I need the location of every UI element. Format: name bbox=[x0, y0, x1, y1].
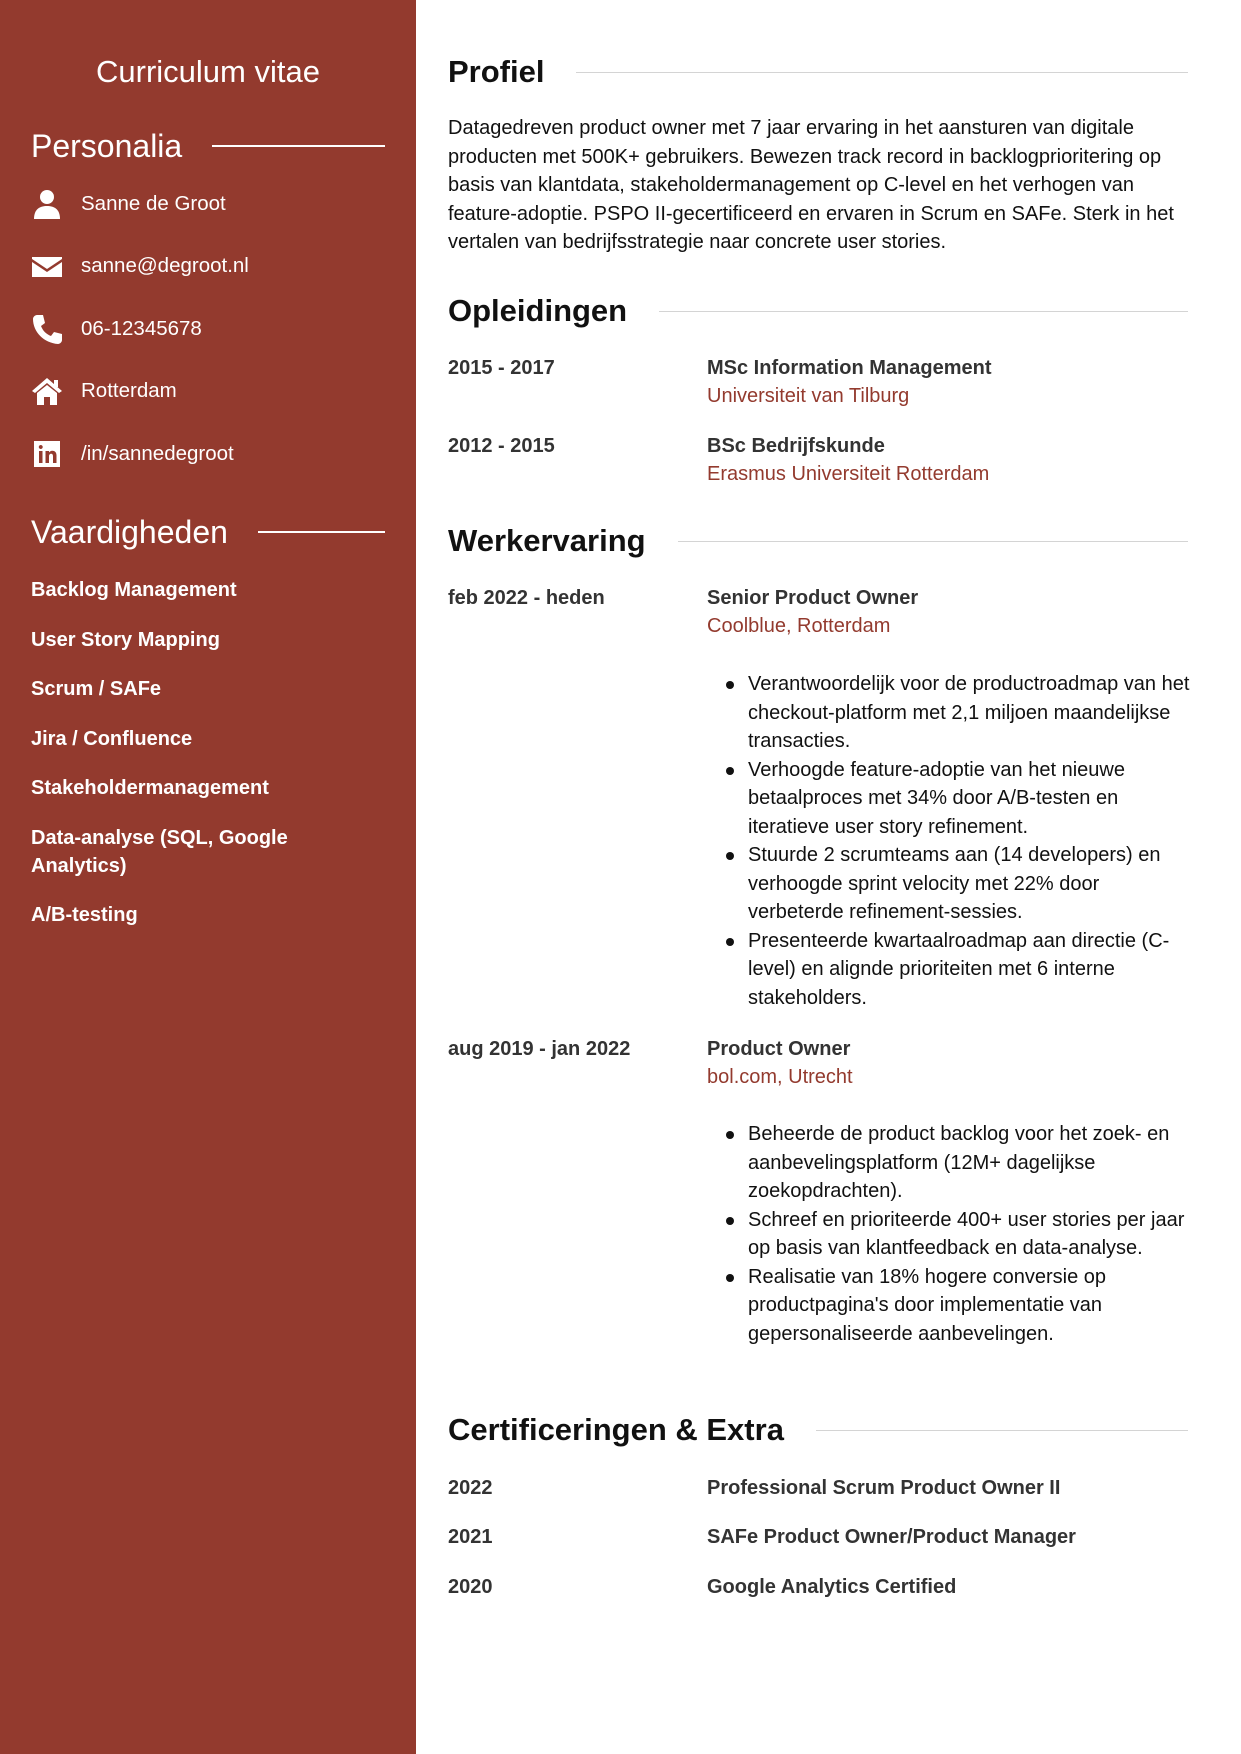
contact-location-text: Rotterdam bbox=[81, 379, 177, 402]
skill-item: Backlog Management bbox=[31, 579, 237, 601]
contact-name bbox=[31, 186, 226, 222]
certification-year: 2020 bbox=[448, 1576, 493, 1598]
job-role: Senior Product Owner bbox=[707, 587, 919, 609]
skills-heading-label: Vaardigheden bbox=[31, 513, 228, 550]
certification-name: Google Analytics Certified bbox=[707, 1576, 957, 1598]
skill-item: Data-analyse (SQL, Google Analytics) bbox=[31, 827, 288, 877]
certification-name: Professional Scrum Product Owner II bbox=[707, 1477, 1061, 1499]
job-bullet: Realisatie van 18% hogere conversie op productpagina's door implementatie van gepersonaliseerde aanbevelingen. bbox=[748, 1263, 1194, 1349]
profile-heading-label: Profiel bbox=[448, 54, 545, 89]
experience-heading bbox=[448, 521, 1188, 561]
skill-item: A/B-testing bbox=[31, 904, 138, 926]
contact-location bbox=[31, 373, 177, 409]
job-bullets bbox=[748, 670, 1194, 1012]
skill-item: Scrum / SAFe bbox=[31, 678, 162, 700]
contact-phone[interactable] bbox=[31, 311, 202, 347]
job-period: feb 2022 - heden bbox=[448, 587, 605, 609]
certifications-heading-label: Certificeringen & Extra bbox=[448, 1412, 784, 1447]
job-bullet: Stuurde 2 scrumteams aan (14 developers) en verhoogde sprint velocity met 22% door verbeterde refinement-sessies. bbox=[748, 841, 1194, 927]
certifications-divider bbox=[816, 1430, 1188, 1431]
skills-divider bbox=[258, 531, 385, 533]
education-school: Erasmus Universiteit Rotterdam bbox=[707, 463, 990, 485]
profile-divider bbox=[576, 72, 1188, 73]
education-degree: BSc Bedrijfskunde bbox=[707, 435, 885, 457]
education-period: 2012 - 2015 bbox=[448, 435, 555, 457]
certification-year: 2022 bbox=[448, 1477, 493, 1499]
job-bullet: Beheerde de product backlog voor het zoek- en aanbevelingsplatform (12M+ dagelijkse zoekopdrachten). bbox=[748, 1120, 1194, 1206]
sidebar bbox=[0, 0, 416, 1754]
contact-email-text[interactable]: sanne@degroot.nl bbox=[81, 254, 249, 277]
job-company: bol.com, Utrecht bbox=[707, 1066, 853, 1088]
phone-icon bbox=[31, 313, 63, 345]
certification-name: SAFe Product Owner/Product Manager bbox=[707, 1526, 1076, 1548]
education-heading bbox=[448, 291, 1188, 331]
job-bullets bbox=[748, 1120, 1194, 1348]
skill-item: Stakeholdermanagement bbox=[31, 777, 269, 799]
certifications-heading bbox=[448, 1410, 1188, 1450]
envelope-icon bbox=[31, 250, 63, 282]
job-bullet: Verhoogde feature-adoptie van het nieuwe betaalproces met 34% door A/B-testen en iteratieve user story refinement. bbox=[748, 756, 1194, 842]
contact-email[interactable] bbox=[31, 248, 249, 284]
experience-heading-label: Werkervaring bbox=[448, 523, 646, 558]
education-period: 2015 - 2017 bbox=[448, 357, 555, 379]
home-icon bbox=[31, 375, 63, 407]
personalia-heading-label: Personalia bbox=[31, 127, 183, 164]
education-divider bbox=[659, 311, 1188, 312]
skills-heading bbox=[31, 512, 385, 552]
linkedin-icon bbox=[31, 438, 63, 470]
certification-year: 2021 bbox=[448, 1526, 493, 1548]
profile-text: Datagedreven product owner met 7 jaar ervaring in het aansturen van digitale producten met 500K+ gebruikers. Bewezen track record in backlogprioritering op basis van klantdata, stakeholdermanagement op C-level en het verhogen van feature-adoptie. PSPO II-gecertificeerd en ervaren in Scrum en SAFe. Sterk in het vertalen van bedrijfsstrategie naar concrete user stories. bbox=[448, 117, 1174, 253]
contact-phone-text[interactable]: 06-12345678 bbox=[81, 317, 202, 340]
experience-divider bbox=[678, 541, 1188, 542]
job-company: Coolblue, Rotterdam bbox=[707, 615, 891, 637]
contact-name-text: Sanne de Groot bbox=[81, 192, 226, 215]
contact-linkedin-text[interactable]: /in/sannedegroot bbox=[81, 442, 234, 465]
profile-heading bbox=[448, 52, 1188, 92]
education-heading-label: Opleidingen bbox=[448, 293, 628, 328]
document-title: Curriculum vitae bbox=[96, 54, 320, 89]
education-degree: MSc Information Management bbox=[707, 357, 992, 379]
job-bullet: Verantwoordelijk voor de productroadmap van het checkout-platform met 2,1 miljoen maandelijkse transacties. bbox=[748, 670, 1194, 756]
user-icon bbox=[31, 188, 63, 220]
personalia-heading bbox=[31, 126, 385, 166]
job-role: Product Owner bbox=[707, 1038, 851, 1060]
contact-linkedin[interactable] bbox=[31, 436, 234, 472]
job-bullet: Presenteerde kwartaalroadmap aan directie (C-level) en alignde prioriteiten met 6 interne stakeholders. bbox=[748, 927, 1194, 1013]
skill-item: User Story Mapping bbox=[31, 629, 220, 651]
skill-item: Jira / Confluence bbox=[31, 728, 193, 750]
job-period: aug 2019 - jan 2022 bbox=[448, 1038, 631, 1060]
job-bullet: Schreef en prioriteerde 400+ user stories per jaar op basis van klantfeedback en data-analyse. bbox=[748, 1206, 1194, 1263]
personalia-divider bbox=[212, 145, 385, 147]
education-school: Universiteit van Tilburg bbox=[707, 385, 910, 407]
